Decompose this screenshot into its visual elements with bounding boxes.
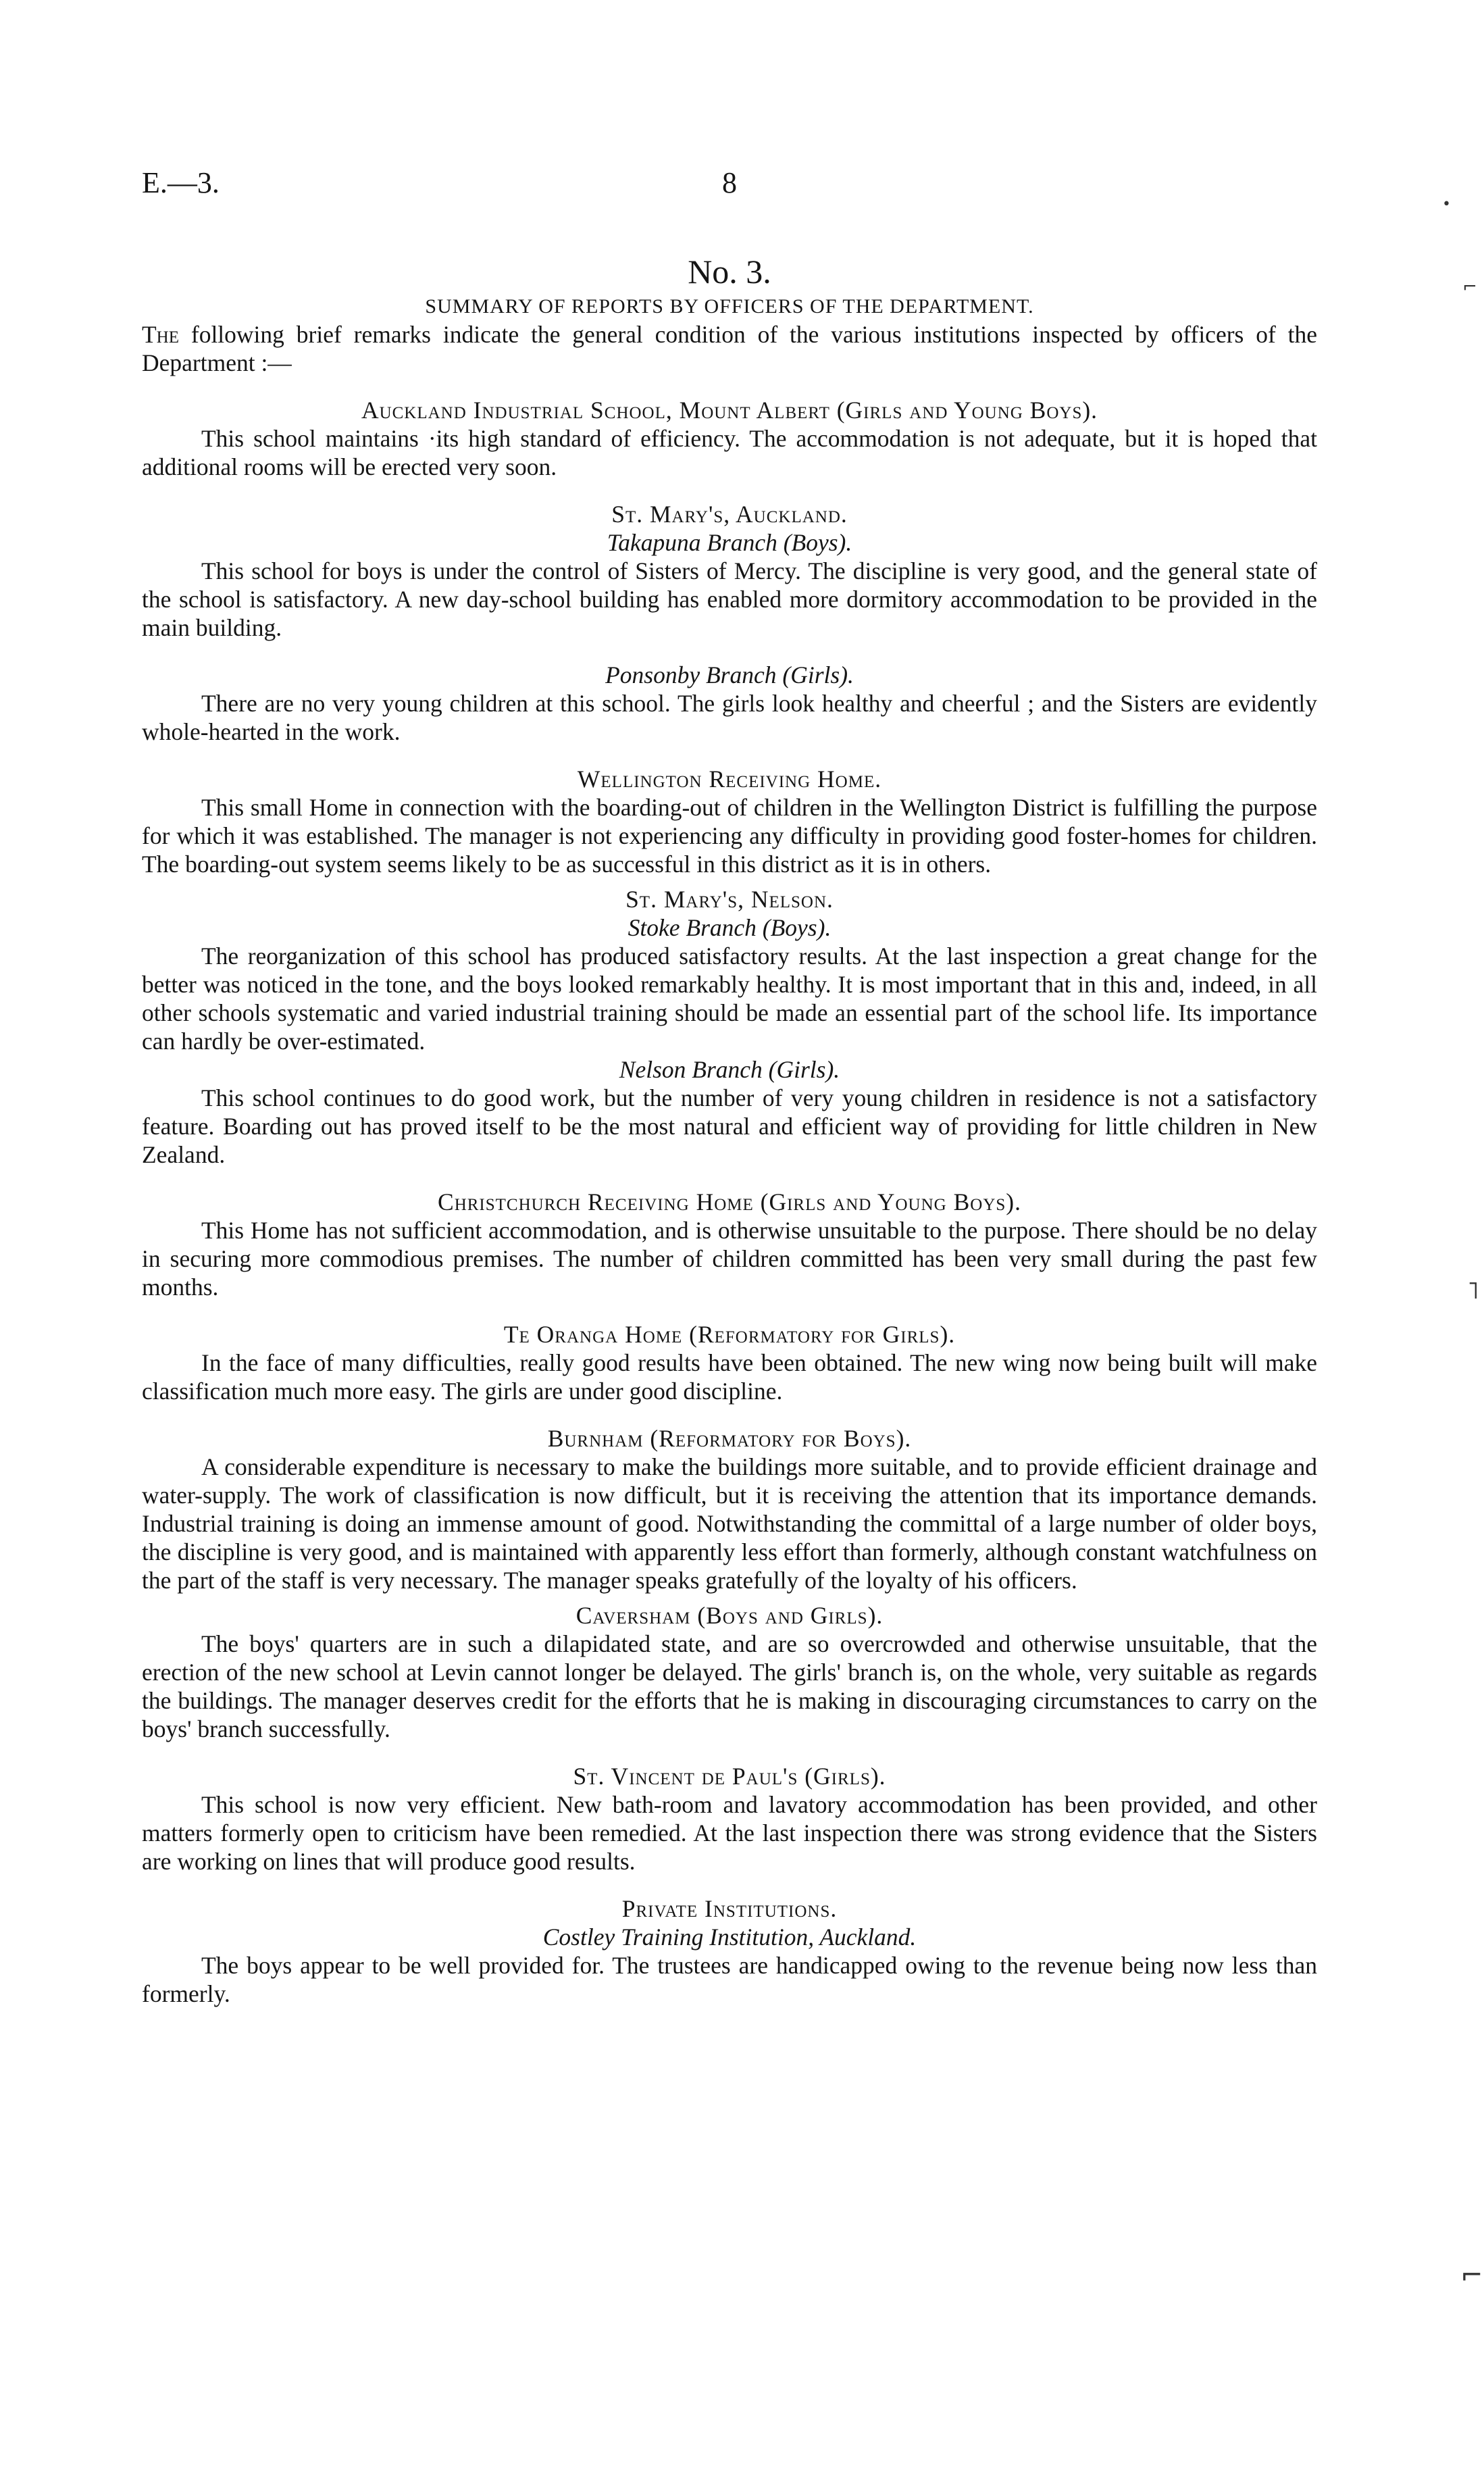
subsection-heading: Ponsonby Branch (Girls). [605,661,854,688]
document-number: No. 3. [688,253,771,291]
section-heading: Auckland Industrial School, Mount Albert (Girls and Young Boys). [361,397,1098,424]
subsection-heading: Nelson Branch (Girls). [619,1056,840,1083]
section-paragraph: This small Home in connection with the boarding-out of children in the Wellington District is fulfilling the purpose for which it was established. The manager is not experiencing any difficulty in providing good foster-homes for children. The boarding-out system seems likely to be as successful in this district as it is in others. [142,794,1317,878]
subsection-heading: Takapuna Branch (Boys). [607,529,852,556]
summary-title: SUMMARY OF REPORTS BY OFFICERS OF THE DEPARTMENT. [425,295,1034,318]
margin-hook: ˥ [1467,1277,1479,1305]
report-reference: E.—3. [142,166,220,199]
subsection-paragraph: The reorganization of this school has produced satisfactory results. At the last inspection a great change for the better was noticed in the tone, and the boys looked remarkably healthy. It is most important that in this and, indeed, in all other schools systematic and varied industrial training should be made an essential part of the school life. Its importance can hardly be over-estimated. [142,942,1317,1055]
section-heading: St. Vincent de Paul's (Girls). [573,1763,886,1790]
section-heading: Private Institutions. [621,1895,838,1922]
intro-text: following brief remarks indicate the general condition of the various institutions inspected by officers of the Department :— [142,321,1317,376]
margin-dot: • [1442,196,1451,213]
subsection-heading: Stoke Branch (Boys). [628,914,831,941]
section-paragraph: In the face of many difficulties, really good results have been obtained. The new wing now being built will make classification much more easy. The girls are under good discipline. [142,1349,1317,1405]
section-heading: Christchurch Receiving Home (Girls and Young Boys). [438,1188,1021,1215]
section-heading: Wellington Receiving Home. [577,765,882,792]
subsection-paragraph: This school for boys is under the control of Sisters of Mercy. The discipline is very good, and the general state of the school is satisfactory. A new day-school building has enabled more dormitory accommodation to be provided in the main building. [142,557,1317,641]
section-paragraph: This Home has not sufficient accommodation, and is otherwise unsuitable to the purpose. There should be no delay in securing more commodious premises. The number of children committed has been very small during the past few months. [142,1217,1317,1301]
subsection-paragraph: The boys appear to be well provided for. The trustees are handicapped owing to the revenue being now less than formerly. [142,1952,1317,2007]
subsection-heading: Costley Training Institution, Auckland. [542,1923,917,1951]
document-page [142,166,1317,2008]
section-heading: St. Mary's, Nelson. [625,886,834,913]
intro-lead-word: The [142,321,180,348]
section-paragraph: A considerable expenditure is necessary to make the buildings more suitable, and to provide efficient drainage and water-supply. The work of classification is now difficult, but it is receiving the attention that its importance demands. Industrial training is doing an immense amount of good. Notwithstanding the committal of a large number of older boys, the discipline is very good, and is maintained with apparently less effort than formerly, although constant watchfulness on the part of the staff is very necessary. The manager speaks gratefully of the loyalty of his officers. [142,1453,1317,1594]
section-paragraph: This school is now very efficient. New bath-room and lavatory accommodation has been provided, and other matters formerly open to criticism have been remedied. At the last inspection there was strong evidence that the Sisters are working on lines that will produce good results. [142,1791,1317,1875]
section-paragraph: The boys' quarters are in such a dilapidated state, and are so overcrowded and otherwise unsuitable, that the erection of the new school at Levin cannot longer be delayed. The girls' branch is, on the whole, very suitable as regards the buildings. The manager deserves credit for the efforts that he is making in discouraging circumstances to carry on the boys' branch successfully. [142,1630,1317,1742]
margin-hook: ⌐ [1460,2260,1483,2291]
subsection-paragraph: This school continues to do good work, but the number of very young children in residence is not a satisfactory feature. Boarding out has proved itself to be the most natural and efficient way of providing for little children in New Zealand. [142,1084,1317,1168]
page-header [142,166,1317,216]
section-heading: St. Mary's, Auckland. [611,501,848,528]
section-paragraph: This school maintains ·its high standard of efficiency. The accommodation is not adequate, but it is hoped that additional rooms will be erected very soon. [142,425,1317,480]
section-heading: Caversham (Boys and Girls). [575,1602,884,1629]
section-heading: Burnham (Reformatory for Boys). [547,1425,912,1452]
intro-paragraph [142,320,1317,377]
page-number: 8 [722,166,737,199]
section-heading: Te Oranga Home (Reformatory for Girls). [503,1321,956,1348]
margin-tick: ⌐ [1462,277,1477,297]
subsection-paragraph: There are no very young children at this school. The girls look healthy and cheerful ; and the Sisters are evidently whole-hearted in the work. [142,690,1317,745]
